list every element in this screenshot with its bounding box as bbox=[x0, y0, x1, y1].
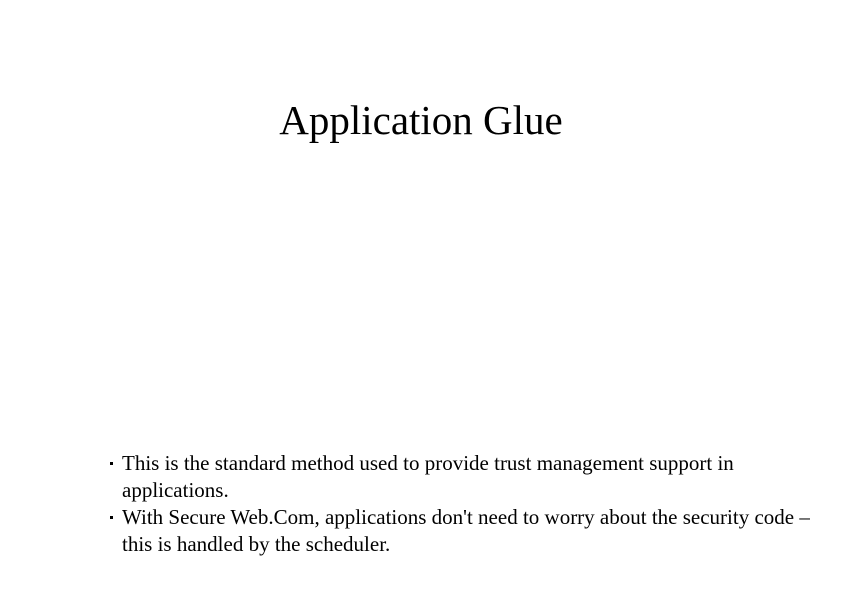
bullet-text: With Secure Web.Com, applications don't need to worry about the security code – this is handled by the scheduler. bbox=[122, 505, 810, 556]
bullet-text: This is the standard method used to provide trust management support in applications. bbox=[122, 451, 734, 502]
bullet-icon bbox=[110, 516, 113, 519]
slide-title: Application Glue bbox=[279, 97, 563, 143]
bullet-icon bbox=[110, 462, 113, 465]
bullet-list bbox=[110, 450, 810, 558]
bullet-item-secure-webcom bbox=[110, 504, 810, 558]
bullet-item-trust-management bbox=[110, 450, 810, 504]
